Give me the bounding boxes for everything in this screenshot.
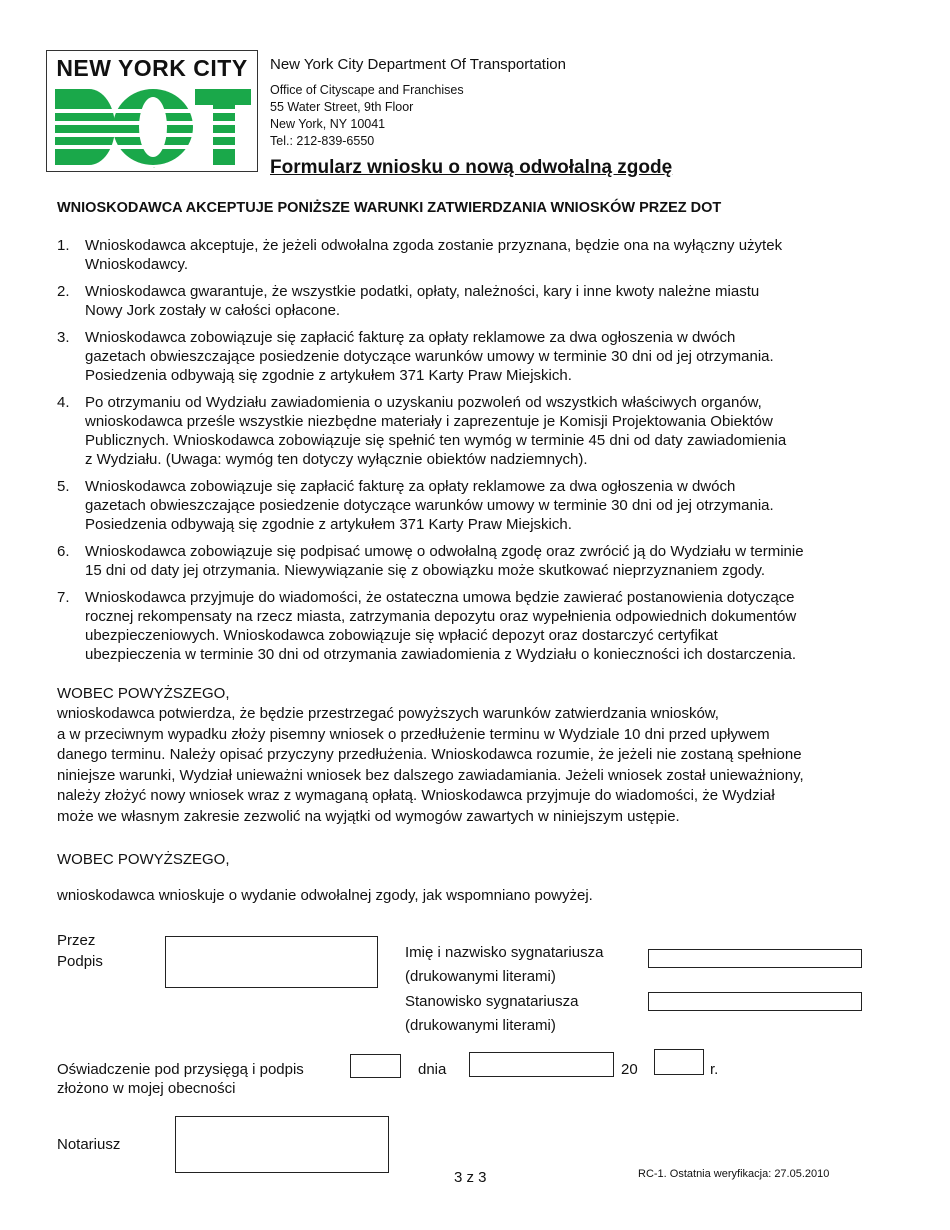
term-line: Wnioskodawca zobowiązuje się zapłacić fakturę za opłaty reklamowe za dwa ogłoszenia w dwóch xyxy=(85,478,736,495)
list-item xyxy=(57,328,893,385)
nyc-dot-logo xyxy=(46,50,258,172)
term-line: 15 dni od daty jej otrzymania. Niewywiązanie się z obowiązku może skutkować nieprzyznaniem zgody. xyxy=(85,562,766,579)
list-item xyxy=(57,542,893,580)
wobec-heading-2: WOBEC POWYŻSZEGO, xyxy=(57,851,230,868)
list-item xyxy=(57,236,893,274)
oath-line-1: Oświadczenie pod przysięgą i podpis xyxy=(57,1061,304,1078)
signer-title-label: Stanowisko sygnatariusza xyxy=(405,993,579,1010)
terms-heading: WNIOSKODAWCA AKCEPTUJE PONIŻSZE WARUNKI ZATWIERDZANIA WNIOSKÓW PRZEZ DOT xyxy=(57,200,722,216)
signer-name-field[interactable] xyxy=(648,949,862,968)
term-line: ubezpieczenia w terminie 30 dni od otrzymania zawiadomienia z Wydziału o konieczności ich dostarczenia. xyxy=(85,646,797,663)
signer-name-label: Imię i nazwisko sygnatariusza xyxy=(405,944,604,961)
department-name: New York City Department Of Transportation xyxy=(270,56,566,73)
term-line: z Wydziału. (Uwaga: wymóg ten dotyczy wyłącznie obiektów nadziemnych). xyxy=(85,451,588,468)
term-line: Nowy Jork zostały w całości opłacone. xyxy=(85,302,341,319)
list-item xyxy=(57,477,893,534)
signature-box[interactable] xyxy=(165,936,378,988)
request-paragraph: wnioskodawca wnioskuje o wydanie odwołalnej zgody, jak wspomniano powyżej. xyxy=(57,887,593,904)
revision-note: RC-1. Ostatnia weryfikacja: 27.05.2010 xyxy=(638,1168,830,1180)
term-line: Wnioskodawca akceptuje, że jeżeli odwołalna zgoda zostanie przyznana, będzie ona na wyłączny użytek xyxy=(85,237,783,254)
office-address xyxy=(270,82,464,150)
office-name: Office of Cityscape and Franchises xyxy=(270,83,464,97)
term-number: 6. xyxy=(57,543,70,560)
form-title: Formularz wniosku o nową odwołalną zgodę xyxy=(270,157,673,178)
term-number: 7. xyxy=(57,589,70,606)
term-line: ubezpieczeniowych. Wnioskodawca zobowiązuje się wpłacić depozyt oraz dostarczyć certyfikat xyxy=(85,627,718,644)
oath-year-field[interactable] xyxy=(654,1049,704,1075)
year-prefix-label: 20 xyxy=(621,1061,638,1078)
paragraph-line: danego terminu. Należy opisać przyczyny przedłużenia. Wnioskodawca rozumie, że jeżeli nie zostaną spełnione xyxy=(57,746,802,763)
notary-signature-box[interactable] xyxy=(175,1116,389,1173)
dnia-label: dnia xyxy=(418,1061,447,1078)
city-state-zip: New York, NY 10041 xyxy=(270,117,386,131)
term-line: Wnioskodawca gwarantuje, że wszystkie podatki, opłaty, należności, kary i inne kwoty należne miastu xyxy=(85,283,760,300)
term-number: 3. xyxy=(57,329,70,346)
term-line: Po otrzymaniu od Wydziału zawiadomienia o uzyskaniu pozwoleń od wszystkich właściwych organów, xyxy=(85,394,762,411)
term-line: Wnioskodawcy. xyxy=(85,256,189,273)
term-line: Posiedzenia odbywają się zgodnie z artykułem 371 Karty Praw Miejskich. xyxy=(85,367,572,384)
paragraph-line: może we własnym zakresie zezwolić na wyjątki od wymogów zawartych w niniejszym ustępie. xyxy=(57,807,680,825)
notary-label: Notariusz xyxy=(57,1136,121,1153)
oath-date-field[interactable] xyxy=(469,1052,614,1077)
street-address: 55 Water Street, 9th Floor xyxy=(270,100,414,114)
term-line: wnioskodawca prześle wszystkie niezbędne materiały i zaprezentuje je Komisji Projektowania Obiektów xyxy=(85,413,773,430)
confirmation-paragraph xyxy=(57,704,897,827)
term-line: Posiedzenia odbywają się zgodnie z artykułem 371 Karty Praw Miejskich. xyxy=(85,516,572,533)
signer-name-sublabel: (drukowanymi literami) xyxy=(405,968,556,985)
page-number: 3 z 3 xyxy=(454,1169,487,1186)
term-line: rocznej rekompensaty na rzecz miasta, zatrzymania depozytu oraz wypełnienia odpowiednich dokumentów xyxy=(85,608,797,625)
dot-wordmark-graphic xyxy=(53,85,253,169)
oath-line-2: złożono w mojej obecności xyxy=(57,1080,236,1097)
term-line: Publicznych. Wnioskodawca zobowiązuje się spełnić ten wymóg w terminie 45 dni od daty zawiadomienia xyxy=(85,432,787,449)
term-line: gazetach obwieszczające posiedzenie dotyczące warunków umowy w terminie 30 dni od jej otrzymania. xyxy=(85,348,774,365)
oath-day-field[interactable] xyxy=(350,1054,401,1078)
paragraph-line: a w przeciwnym wypadku złoży pisemny wniosek o przedłużenie terminu w Wydziale 10 dni przed upływem xyxy=(57,725,770,743)
logo-wordmark-text: DOT xyxy=(153,168,156,169)
year-suffix-label: r. xyxy=(710,1061,719,1078)
term-line: Wnioskodawca przyjmuje do wiadomości, że ostateczna umowa będzie zawierać postanowienia dotyczące xyxy=(85,589,795,606)
term-number: 4. xyxy=(57,394,70,411)
signature-labels xyxy=(57,930,103,972)
przez-label: Przez xyxy=(57,932,96,949)
signer-title-sublabel: (drukowanymi literami) xyxy=(405,1017,556,1034)
term-line: Wnioskodawca zobowiązuje się podpisać umowę o odwołalną zgodę oraz zwrócić ją do Wydziału w terminie xyxy=(85,543,804,560)
phone-number: Tel.: 212-839-6550 xyxy=(270,134,375,148)
term-number: 2. xyxy=(57,283,70,300)
paragraph-line: należy złożyć nowy wniosek wraz z wymaganą opłatą. Wnioskodawca przyjmuje do wiadomości, że Wydział xyxy=(57,787,775,804)
list-item xyxy=(57,393,893,469)
podpis-label: Podpis xyxy=(57,953,103,970)
term-line: Wnioskodawca zobowiązuje się zapłacić fakturę za opłaty reklamowe za dwa ogłoszenia w dwóch xyxy=(85,329,736,346)
paragraph-line: niniejsze warunki, Wydział unieważni wniosek bez dalszego zawiadamiania. Jeżeli wniosek został unieważniony, xyxy=(57,766,804,784)
signer-title-field[interactable] xyxy=(648,992,862,1011)
logo-city-text: NEW YORK CITY xyxy=(56,55,248,81)
term-number: 1. xyxy=(57,237,70,254)
paragraph-line: wnioskodawca potwierdza, że będzie przestrzegać powyższych warunków zatwierdzania wniosków, xyxy=(57,705,719,722)
terms-list xyxy=(57,236,893,672)
list-item xyxy=(57,588,893,664)
list-item xyxy=(57,282,893,320)
term-line: gazetach obwieszczające posiedzenie dotyczące warunków umowy w terminie 30 dni od jej otrzymania. xyxy=(85,497,774,514)
wobec-heading-1: WOBEC POWYŻSZEGO, xyxy=(57,685,230,702)
term-number: 5. xyxy=(57,478,70,495)
